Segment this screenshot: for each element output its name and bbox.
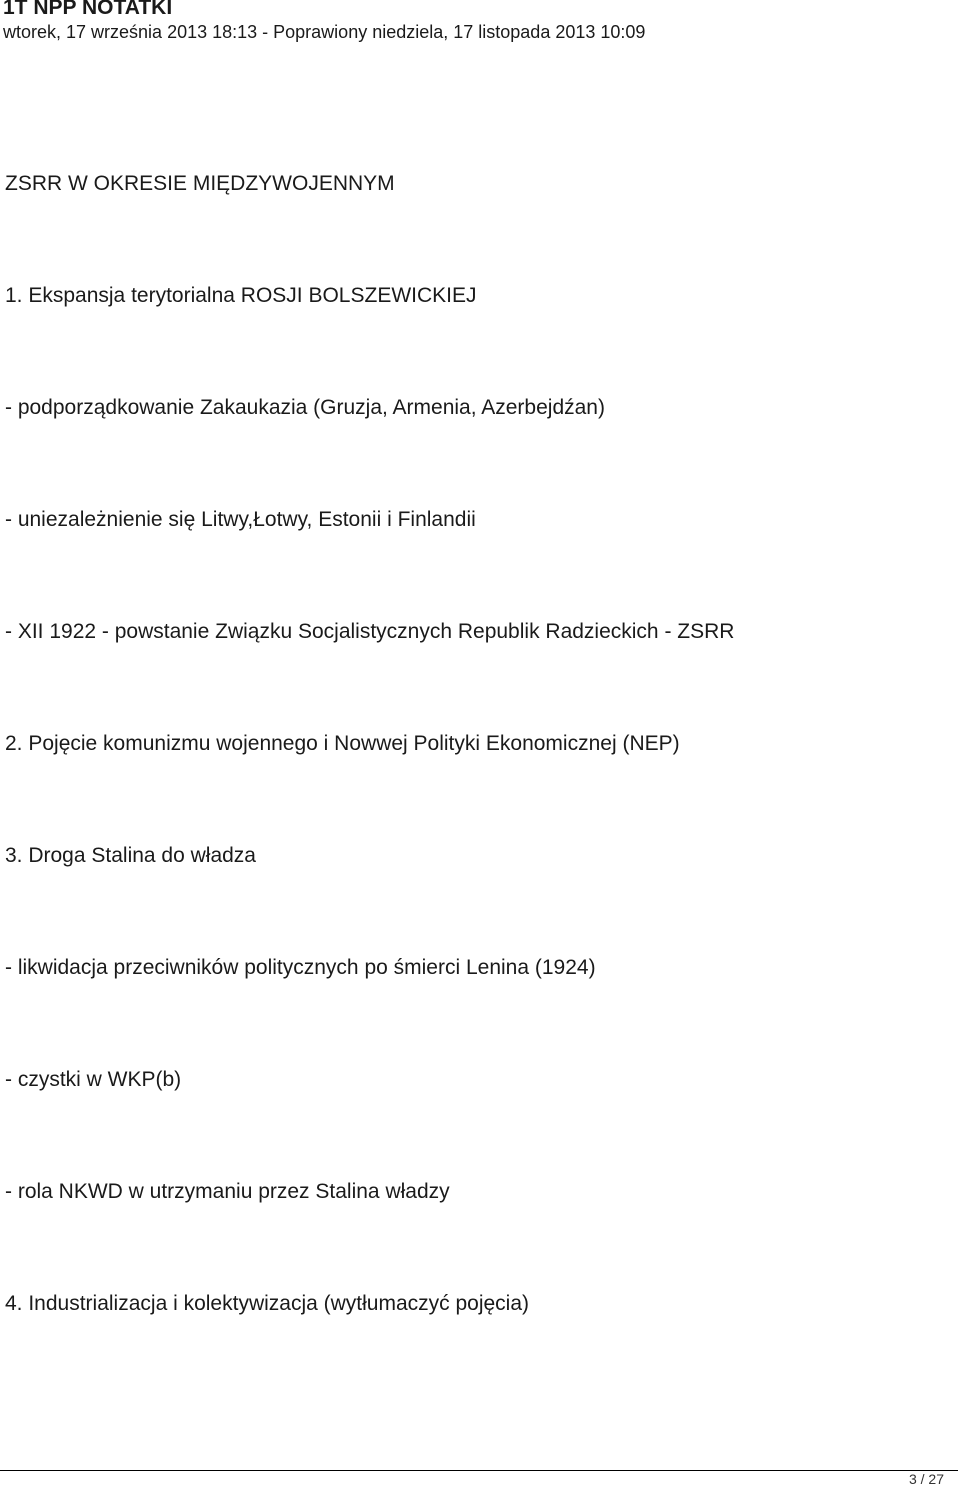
paragraph: - podporządkowanie Zakaukazia (Gruzja, Armenia, Azerbejdźan) — [5, 396, 605, 419]
page-number: 3 / 27 — [908, 1471, 944, 1487]
paragraph: 2. Pojęcie komunizmu wojennego i Nowwej Polityki Ekonomicznej (NEP) — [5, 732, 680, 755]
paragraph: 3. Droga Stalina do władza — [5, 844, 256, 867]
document-date-info: wtorek, 17 września 2013 18:13 - Poprawiony niedziela, 17 listopada 2013 10:09 — [3, 22, 646, 42]
paragraph: - uniezależnienie się Litwy,Łotwy, Estonii i Finlandii — [5, 508, 476, 531]
footer-divider — [0, 1470, 958, 1471]
paragraph: 4. Industrializacja i kolektywizacja (wytłumaczyć pojęcia) — [5, 1292, 530, 1315]
paragraph: - XII 1922 - powstanie Związku Socjalistycznych Republik Radzieckich - ZSRR — [5, 620, 735, 643]
paragraph: - rola NKWD w utrzymaniu przez Stalina władzy — [5, 1180, 450, 1203]
paragraph: - likwidacja przeciwników politycznych po śmierci Lenina (1924) — [5, 956, 596, 979]
section-heading: ZSRR W OKRESIE MIĘDZYWOJENNYM — [5, 172, 395, 195]
paragraph: - czystki w WKP(b) — [5, 1068, 182, 1091]
paragraph: 1. Ekspansja terytorialna ROSJI BOLSZEWICKIEJ — [5, 284, 477, 307]
document-title: 1T NPP NOTATKI — [3, 0, 173, 19]
